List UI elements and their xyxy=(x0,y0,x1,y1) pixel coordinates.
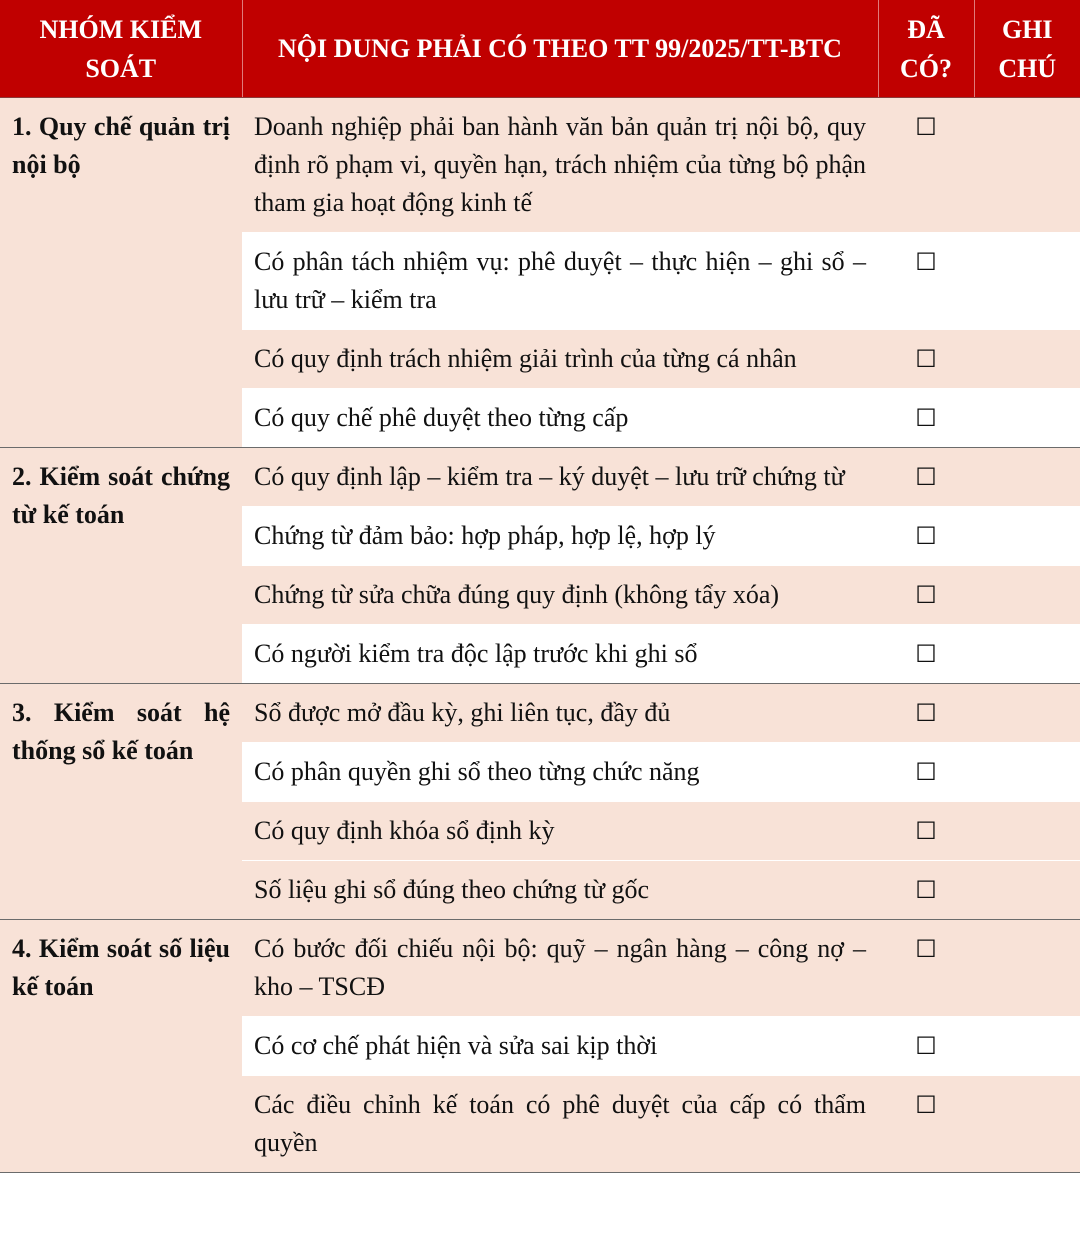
checkbox-icon: ☐ xyxy=(915,699,937,727)
requirement-text: Có phân tách nhiệm vụ: phê duyệt – thực hiện – ghi sổ – lưu trữ – kiểm tra xyxy=(242,233,878,330)
checkbox[interactable] xyxy=(878,566,974,625)
note-cell[interactable] xyxy=(974,802,1080,861)
checkbox-icon: ☐ xyxy=(915,876,937,904)
checkbox[interactable] xyxy=(878,1076,974,1173)
checkbox[interactable] xyxy=(878,330,974,389)
checkbox-icon: ☐ xyxy=(915,345,937,373)
checkbox[interactable] xyxy=(878,861,974,920)
requirement-text: Có cơ chế phát hiện và sửa sai kịp thời xyxy=(242,1017,878,1076)
checkbox[interactable] xyxy=(878,920,974,1017)
requirement-text: Có bước đối chiếu nội bộ: quỹ – ngân hàng – công nợ – kho – TSCĐ xyxy=(242,920,878,1017)
requirement-text: Có phân quyền ghi sổ theo từng chức năng xyxy=(242,743,878,802)
group-name: 3. Kiểm soát hệ thống sổ kế toán xyxy=(0,684,242,920)
checkbox[interactable] xyxy=(878,389,974,448)
note-cell[interactable] xyxy=(974,330,1080,389)
group-name: 2. Kiểm soát chứng từ kế toán xyxy=(0,448,242,684)
note-cell[interactable] xyxy=(974,389,1080,448)
checkbox-icon: ☐ xyxy=(915,248,937,276)
note-cell[interactable] xyxy=(974,743,1080,802)
requirement-text: Có quy định khóa sổ định kỳ xyxy=(242,802,878,861)
checkbox[interactable] xyxy=(878,98,974,233)
note-cell[interactable] xyxy=(974,507,1080,566)
checkbox-icon: ☐ xyxy=(915,463,937,491)
note-cell[interactable] xyxy=(974,448,1080,507)
requirement-text: Sổ được mở đầu kỳ, ghi liên tục, đầy đủ xyxy=(242,684,878,743)
requirement-text: Số liệu ghi sổ đúng theo chứng từ gốc xyxy=(242,861,878,920)
checkbox-icon: ☐ xyxy=(915,1032,937,1060)
checkbox-icon: ☐ xyxy=(915,758,937,786)
table-row xyxy=(0,448,1080,507)
table-header xyxy=(0,0,1080,98)
requirement-text: Có quy định trách nhiệm giải trình của từng cá nhân xyxy=(242,330,878,389)
header-note: GHI CHÚ xyxy=(974,0,1080,98)
checkbox-icon: ☐ xyxy=(915,404,937,432)
table-row xyxy=(0,920,1080,1017)
note-cell[interactable] xyxy=(974,1076,1080,1173)
table-row xyxy=(0,684,1080,743)
header-content: NỘI DUNG PHẢI CÓ THEO TT 99/2025/TT-BTC xyxy=(242,0,878,98)
note-cell[interactable] xyxy=(974,566,1080,625)
note-cell[interactable] xyxy=(974,861,1080,920)
requirement-text: Có quy chế phê duyệt theo từng cấp xyxy=(242,389,878,448)
requirement-text: Doanh nghiệp phải ban hành văn bản quản trị nội bộ, quy định rõ phạm vi, quyền hạn, trách nhiệm của từng bộ phận tham gia hoạt động kinh tế xyxy=(242,98,878,233)
header-checked: ĐÃ CÓ? xyxy=(878,0,974,98)
checkbox[interactable] xyxy=(878,802,974,861)
note-cell[interactable] xyxy=(974,98,1080,233)
group-name: 4. Kiểm soát số liệu kế toán xyxy=(0,920,242,1173)
requirement-text: Chứng từ sửa chữa đúng quy định (không tẩy xóa) xyxy=(242,566,878,625)
requirement-text: Có quy định lập – kiểm tra – ký duyệt – lưu trữ chứng từ xyxy=(242,448,878,507)
checkbox-icon: ☐ xyxy=(915,1091,937,1119)
requirement-text: Chứng từ đảm bảo: hợp pháp, hợp lệ, hợp lý xyxy=(242,507,878,566)
note-cell[interactable] xyxy=(974,625,1080,684)
checkbox[interactable] xyxy=(878,743,974,802)
note-cell[interactable] xyxy=(974,684,1080,743)
checkbox[interactable] xyxy=(878,684,974,743)
checkbox[interactable] xyxy=(878,233,974,330)
checkbox[interactable] xyxy=(878,448,974,507)
note-cell[interactable] xyxy=(974,233,1080,330)
checkbox[interactable] xyxy=(878,625,974,684)
note-cell[interactable] xyxy=(974,1017,1080,1076)
table-body xyxy=(0,98,1080,1173)
checkbox[interactable] xyxy=(878,1017,974,1076)
table-row xyxy=(0,98,1080,233)
checkbox-icon: ☐ xyxy=(915,522,937,550)
checkbox[interactable] xyxy=(878,507,974,566)
checkbox-icon: ☐ xyxy=(915,640,937,668)
requirement-text: Các điều chỉnh kế toán có phê duyệt của cấp có thẩm quyền xyxy=(242,1076,878,1173)
checkbox-icon: ☐ xyxy=(915,935,937,963)
note-cell[interactable] xyxy=(974,920,1080,1017)
group-name: 1. Quy chế quản trị nội bộ xyxy=(0,98,242,448)
checkbox-icon: ☐ xyxy=(915,113,937,141)
checkbox-icon: ☐ xyxy=(915,817,937,845)
header-group: NHÓM KIỂM SOÁT xyxy=(0,0,242,98)
checkbox-icon: ☐ xyxy=(915,581,937,609)
requirement-text: Có người kiểm tra độc lập trước khi ghi sổ xyxy=(242,625,878,684)
